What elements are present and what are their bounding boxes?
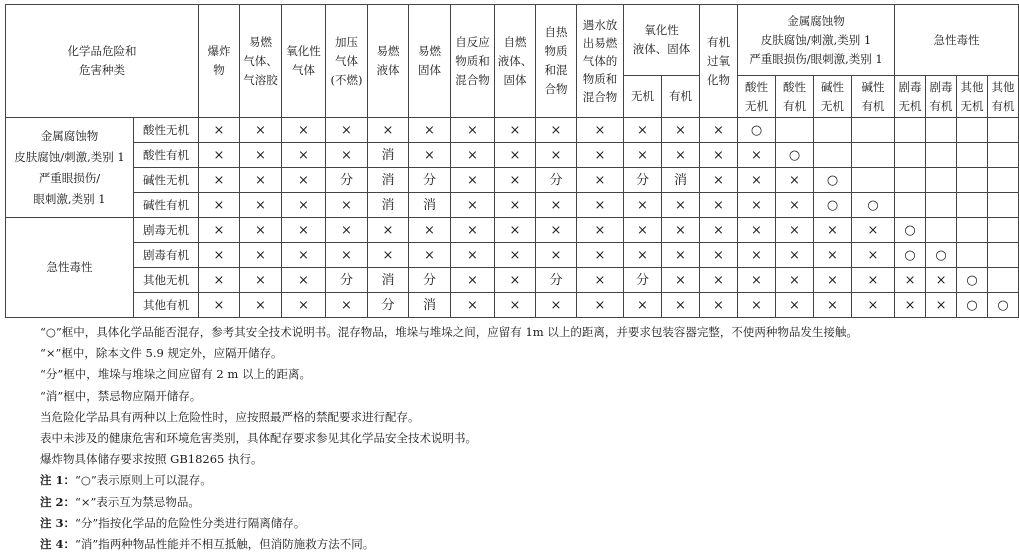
compatibility-cell: 分 bbox=[624, 268, 662, 293]
row-subcategory-label: 其他无机 bbox=[134, 268, 199, 293]
footnote-text: “○”表示原则上可以混存。 bbox=[75, 473, 212, 488]
header-line: 剧毒 bbox=[929, 79, 953, 94]
compatibility-cell: × bbox=[814, 268, 852, 293]
header-line: 无机 bbox=[745, 98, 768, 113]
compatibility-cell: × bbox=[326, 218, 368, 243]
sub-header-highly-toxic-inorganic bbox=[895, 76, 926, 118]
compatibility-cell: × bbox=[326, 118, 368, 143]
header-line: 急性毒性 bbox=[933, 32, 980, 47]
row-group-label bbox=[6, 218, 134, 318]
compatibility-cell: × bbox=[495, 293, 536, 318]
compatibility-cell: × bbox=[240, 168, 282, 193]
compatibility-cell bbox=[895, 168, 926, 193]
notes-section bbox=[40, 322, 1010, 555]
compatibility-cell: × bbox=[495, 268, 536, 293]
header-line: 酸性 bbox=[783, 79, 806, 94]
header-line: 酸性 bbox=[745, 79, 768, 94]
header-line: 碱性 bbox=[861, 79, 885, 94]
compatibility-cell: ○ bbox=[738, 118, 776, 143]
compatibility-cell: × bbox=[451, 118, 495, 143]
compatibility-cell: 分 bbox=[536, 168, 577, 193]
compatibility-cell: × bbox=[577, 193, 624, 218]
header-line: 无机 bbox=[960, 98, 984, 113]
compatibility-cell: × bbox=[451, 218, 495, 243]
row-subcategory-label: 碱性有机 bbox=[134, 193, 199, 218]
corner-header bbox=[6, 5, 199, 118]
compatibility-cell bbox=[957, 118, 988, 143]
compatibility-cell: × bbox=[577, 243, 624, 268]
compatibility-cell: × bbox=[199, 268, 240, 293]
compatibility-cell: × bbox=[662, 143, 700, 168]
compatibility-cell: × bbox=[240, 193, 282, 218]
compatibility-cell: × bbox=[738, 268, 776, 293]
header-line: 加压 bbox=[335, 34, 358, 49]
row-group-label-line: 急性毒性 bbox=[46, 260, 93, 274]
compatibility-cell: 消 bbox=[368, 168, 409, 193]
compatibility-cell: × bbox=[536, 143, 577, 168]
compatibility-cell: × bbox=[282, 293, 326, 318]
header-line: 氧化性 bbox=[644, 23, 679, 37]
header-line: 气体的 bbox=[582, 54, 618, 68]
header-line: 液体、固体 bbox=[632, 42, 691, 56]
compatibility-cell: × bbox=[495, 243, 536, 268]
compatibility-cell bbox=[776, 118, 814, 143]
header-line: 自反应 bbox=[455, 34, 490, 49]
compatibility-cell bbox=[988, 143, 1019, 168]
compatibility-cell bbox=[988, 168, 1019, 193]
note-line: “消”框中，禁忌物应隔开储存。 bbox=[40, 388, 202, 403]
compatibility-cell: × bbox=[662, 293, 700, 318]
note-line: 当危险化学品具有两种以上危险性时，应按照最严格的禁配要求进行配存。 bbox=[40, 409, 420, 424]
footnote-label: 注 2： bbox=[40, 494, 76, 509]
compatibility-cell: ○ bbox=[814, 193, 852, 218]
header-line: 其他 bbox=[991, 79, 1015, 94]
compatibility-cell: × bbox=[199, 193, 240, 218]
compatibility-cell: × bbox=[662, 243, 700, 268]
compatibility-cell: ○ bbox=[957, 293, 988, 318]
compatibility-cell: × bbox=[326, 293, 368, 318]
compatibility-cell: × bbox=[776, 268, 814, 293]
header-line: 液体 bbox=[376, 63, 400, 77]
compatibility-cell: × bbox=[624, 218, 662, 243]
compatibility-cell bbox=[895, 118, 926, 143]
compatibility-cell: × bbox=[624, 193, 662, 218]
row-subcategory-label: 其他有机 bbox=[134, 293, 199, 318]
compatibility-cell: × bbox=[577, 168, 624, 193]
compatibility-cell: × bbox=[495, 218, 536, 243]
header-line: 无机 bbox=[898, 98, 922, 113]
compatibility-cell: × bbox=[738, 218, 776, 243]
sub-header-other-organic bbox=[988, 76, 1019, 118]
compatibility-cell bbox=[895, 193, 926, 218]
compatibility-cell: × bbox=[368, 118, 409, 143]
table-row bbox=[6, 143, 1019, 168]
compatibility-cell: × bbox=[495, 118, 536, 143]
compatibility-cell: ○ bbox=[895, 243, 926, 268]
header-line: 自热 bbox=[544, 25, 568, 39]
header-line: 物质和 bbox=[582, 72, 618, 86]
compatibility-cell: × bbox=[577, 143, 624, 168]
compatibility-cell: × bbox=[451, 168, 495, 193]
compatibility-cell: 分 bbox=[326, 168, 368, 193]
compatibility-cell: × bbox=[240, 293, 282, 318]
compatibility-cell: × bbox=[852, 243, 895, 268]
compatibility-cell: × bbox=[852, 218, 895, 243]
compatibility-cell: × bbox=[409, 218, 451, 243]
note-line: 表中未涉及的健康危害和环境危害类别，具体配存要求参见其化学品安全技术说明书。 bbox=[40, 431, 477, 446]
compatibility-cell: × bbox=[409, 118, 451, 143]
compatibility-cell: × bbox=[577, 118, 624, 143]
compatibility-cell: × bbox=[495, 143, 536, 168]
header-line: 自燃 bbox=[503, 34, 527, 49]
compatibility-cell bbox=[926, 168, 957, 193]
header-line: 严重眼损伤/眼刺激,类别 1 bbox=[749, 51, 883, 66]
compatibility-cell: × bbox=[199, 218, 240, 243]
compatibility-cell: × bbox=[852, 268, 895, 293]
compatibility-cell: × bbox=[368, 218, 409, 243]
header-line: 皮肤腐蚀/刺激,类别 1 bbox=[760, 32, 872, 47]
header-line: 出易燃 bbox=[582, 36, 618, 50]
header-line: 化物 bbox=[707, 72, 730, 87]
compatibility-cell bbox=[926, 218, 957, 243]
header-line: 有机 bbox=[929, 98, 953, 113]
compatibility-cell: × bbox=[282, 268, 326, 293]
compatibility-cell: × bbox=[536, 218, 577, 243]
compatibility-cell: × bbox=[451, 143, 495, 168]
compatibility-cell: × bbox=[282, 243, 326, 268]
table-row bbox=[6, 118, 1019, 143]
compatibility-cell: × bbox=[926, 293, 957, 318]
compatibility-cell: × bbox=[814, 218, 852, 243]
compatibility-cell: × bbox=[700, 168, 738, 193]
corner-header-line: 危害种类 bbox=[79, 63, 125, 77]
compatibility-cell: × bbox=[451, 193, 495, 218]
header-line: 有机 bbox=[707, 34, 730, 49]
row-subcategory-label: 酸性无机 bbox=[134, 118, 199, 143]
note-line: “分”框中，堆垛与堆垛之间应留有 2 m 以上的距离。 bbox=[40, 367, 311, 382]
compatibility-cell: × bbox=[495, 168, 536, 193]
row-subcategory-label: 剧毒有机 bbox=[134, 243, 199, 268]
header-line: 金属腐蚀物 bbox=[787, 13, 845, 28]
compatibility-cell: × bbox=[240, 118, 282, 143]
table-row bbox=[6, 218, 1019, 243]
header-line: 混合物 bbox=[455, 72, 490, 87]
header-line: 易燃 bbox=[376, 44, 400, 58]
compatibility-cell: × bbox=[738, 143, 776, 168]
row-subcategory-label: 碱性无机 bbox=[134, 168, 199, 193]
header-line: 有机 bbox=[861, 98, 885, 113]
compatibility-cell: × bbox=[577, 293, 624, 318]
compatibility-cell: 消 bbox=[409, 293, 451, 318]
compatibility-cell bbox=[988, 193, 1019, 218]
compatibility-cell: × bbox=[700, 218, 738, 243]
compatibility-cell: × bbox=[326, 193, 368, 218]
compatibility-cell: ○ bbox=[926, 243, 957, 268]
note-line: “×”框中，除本文件 5.9 规定外，应隔开储存。 bbox=[40, 346, 283, 361]
header-line: 易燃 bbox=[418, 44, 441, 58]
compatibility-cell: × bbox=[776, 168, 814, 193]
compatibility-cell: × bbox=[738, 168, 776, 193]
compatibility-cell bbox=[814, 118, 852, 143]
compatibility-cell: × bbox=[624, 143, 662, 168]
compatibility-cell: × bbox=[199, 118, 240, 143]
compatibility-cell bbox=[852, 143, 895, 168]
compatibility-cell: 分 bbox=[624, 168, 662, 193]
sub-header-organic: 有机 bbox=[662, 76, 700, 118]
row-group-label-line: 金属腐蚀物 bbox=[40, 128, 99, 143]
compatibility-cell: × bbox=[536, 243, 577, 268]
compatibility-cell: × bbox=[282, 118, 326, 143]
row-subcategory-label: 剧毒无机 bbox=[134, 218, 199, 243]
sub-header-highly-toxic-organic bbox=[926, 76, 957, 118]
compatibility-cell bbox=[988, 218, 1019, 243]
compatibility-cell: × bbox=[926, 268, 957, 293]
header-line: 合物 bbox=[544, 82, 568, 96]
footnote bbox=[40, 534, 1010, 555]
compatibility-cell: × bbox=[624, 293, 662, 318]
col-header-organic-peroxide bbox=[700, 5, 738, 118]
compatibility-cell: × bbox=[776, 243, 814, 268]
table-row bbox=[6, 243, 1019, 268]
compatibility-cell: × bbox=[326, 143, 368, 168]
header-line: 遇水放 bbox=[582, 18, 618, 32]
header-line: 有机 bbox=[991, 98, 1015, 113]
compatibility-cell bbox=[957, 193, 988, 218]
table-body bbox=[6, 118, 1019, 318]
compatibility-cell: ○ bbox=[988, 293, 1019, 318]
compatibility-cell: × bbox=[577, 218, 624, 243]
compatibility-cell: × bbox=[814, 293, 852, 318]
header-line: 气体 bbox=[335, 53, 358, 68]
col-header-self-reactive bbox=[451, 5, 495, 118]
compatibility-cell: × bbox=[326, 243, 368, 268]
header-line: 气体 bbox=[292, 63, 315, 77]
compatibility-cell: × bbox=[451, 243, 495, 268]
compatibility-cell: × bbox=[577, 268, 624, 293]
compatibility-cell bbox=[926, 193, 957, 218]
compatibility-cell: × bbox=[536, 118, 577, 143]
col-header-pyrophoric bbox=[495, 5, 536, 118]
compatibility-cell: × bbox=[738, 193, 776, 218]
note-line: “○”框中，具体化学品能否混存，参考其安全技术说明书。混存物品，堆垛与堆垛之间，应留有 1m 以上的距离，并要求包装容器完整，不使两种物品发生接触。 bbox=[40, 325, 858, 339]
compatibility-cell: × bbox=[895, 293, 926, 318]
compatibility-cell: 消 bbox=[368, 193, 409, 218]
header-line: 物 bbox=[213, 63, 225, 77]
compatibility-cell bbox=[814, 143, 852, 168]
table-row bbox=[6, 193, 1019, 218]
compatibility-cell: × bbox=[282, 193, 326, 218]
compatibility-cell: × bbox=[495, 193, 536, 218]
col-header-explosives bbox=[199, 5, 240, 118]
compatibility-cell: × bbox=[662, 118, 700, 143]
col-header-pressurized-gas bbox=[326, 5, 368, 118]
compatibility-cell: × bbox=[700, 243, 738, 268]
col-header-flammable-gas bbox=[240, 5, 282, 118]
corner-header-line: 化学品危险和 bbox=[67, 44, 137, 58]
col-header-oxidizing-liquid-solid bbox=[624, 5, 700, 76]
compatibility-cell bbox=[895, 143, 926, 168]
compatibility-cell: ○ bbox=[776, 143, 814, 168]
header-line: (不燃) bbox=[330, 72, 363, 87]
col-header-self-heating bbox=[536, 5, 577, 118]
header-line: 气溶胶 bbox=[243, 72, 278, 87]
footnote-label: 注 1： bbox=[40, 473, 76, 488]
col-header-water-reactive bbox=[577, 5, 624, 118]
table-row bbox=[6, 268, 1019, 293]
compatibility-cell bbox=[926, 118, 957, 143]
row-subcategory-label: 酸性有机 bbox=[134, 143, 199, 168]
sub-header-other-inorganic bbox=[957, 76, 988, 118]
footnote bbox=[40, 492, 1010, 513]
compatibility-cell: × bbox=[662, 268, 700, 293]
header-line: 物质 bbox=[544, 44, 568, 58]
compatibility-cell: 消 bbox=[662, 168, 700, 193]
compatibility-cell: × bbox=[700, 118, 738, 143]
header-line: 碱性 bbox=[821, 79, 844, 94]
header-line: 液体、 bbox=[497, 53, 533, 68]
compatibility-cell: 分 bbox=[326, 268, 368, 293]
compatibility-cell: × bbox=[536, 193, 577, 218]
footnote-label: 注 4： bbox=[40, 537, 76, 552]
compatibility-cell: × bbox=[662, 218, 700, 243]
compatibility-cell: 分 bbox=[409, 268, 451, 293]
footnote-text: “分”指按化学品的危险性分类进行隔离储存。 bbox=[75, 515, 306, 530]
compatibility-cell: × bbox=[738, 293, 776, 318]
compatibility-cell: × bbox=[240, 143, 282, 168]
footnote bbox=[40, 513, 1010, 534]
compatibility-cell bbox=[988, 243, 1019, 268]
col-header-flammable-liquid bbox=[368, 5, 409, 118]
header-line: 易燃 bbox=[249, 34, 272, 49]
header-line: 过氧 bbox=[707, 53, 730, 68]
header-line: 剧毒 bbox=[898, 79, 922, 94]
compatibility-cell: × bbox=[282, 218, 326, 243]
compatibility-cell: ○ bbox=[957, 268, 988, 293]
compatibility-cell: 分 bbox=[368, 293, 409, 318]
col-header-acute-toxicity bbox=[895, 5, 1019, 76]
compatibility-cell bbox=[988, 118, 1019, 143]
header-line: 氧化性 bbox=[286, 44, 321, 58]
footnote-text: “消”指两种物品性能并不相互抵触，但消防施救方法不同。 bbox=[75, 537, 375, 552]
compatibility-cell: × bbox=[199, 143, 240, 168]
header-line: 和混 bbox=[544, 63, 568, 77]
compatibility-cell: × bbox=[624, 118, 662, 143]
compatibility-cell: × bbox=[814, 243, 852, 268]
compatibility-cell: × bbox=[776, 193, 814, 218]
header-line: 混合物 bbox=[582, 90, 618, 104]
col-header-oxidizing-gas bbox=[282, 5, 326, 118]
header-line: 有机 bbox=[783, 98, 806, 113]
sub-header-inorganic: 无机 bbox=[624, 76, 662, 118]
row-group-label bbox=[6, 118, 134, 218]
compatibility-cell bbox=[926, 143, 957, 168]
sub-header-base-organic bbox=[852, 76, 895, 118]
note-line: 爆炸物具体储存要求按照 GB18265 执行。 bbox=[40, 452, 263, 467]
compatibility-cell: × bbox=[536, 293, 577, 318]
row-group-label-line: 严重眼损伤/ bbox=[38, 170, 101, 185]
compatibility-cell: × bbox=[624, 243, 662, 268]
compatibility-cell: × bbox=[240, 218, 282, 243]
compatibility-cell: × bbox=[282, 143, 326, 168]
sub-header-base-inorganic bbox=[814, 76, 852, 118]
compatibility-cell: 消 bbox=[368, 268, 409, 293]
compatibility-cell: 分 bbox=[409, 168, 451, 193]
col-header-flammable-solid bbox=[409, 5, 451, 118]
header-line: 气体、 bbox=[243, 53, 278, 68]
compatibility-cell: × bbox=[451, 293, 495, 318]
compatibility-cell: × bbox=[409, 243, 451, 268]
compatibility-cell: × bbox=[199, 168, 240, 193]
header-line: 固体 bbox=[503, 72, 527, 87]
sub-header-acid-inorganic bbox=[738, 76, 776, 118]
compatibility-cell: × bbox=[199, 243, 240, 268]
footnote bbox=[40, 470, 1010, 491]
compatibility-cell: × bbox=[700, 268, 738, 293]
storage-compatibility-table bbox=[5, 4, 1019, 318]
header-line: 物质和 bbox=[455, 53, 490, 68]
compatibility-cell: ○ bbox=[852, 193, 895, 218]
compatibility-cell: × bbox=[240, 268, 282, 293]
compatibility-cell: × bbox=[700, 293, 738, 318]
compatibility-cell: × bbox=[852, 293, 895, 318]
compatibility-cell: × bbox=[451, 268, 495, 293]
compatibility-cell: × bbox=[199, 293, 240, 318]
table-row bbox=[6, 168, 1019, 193]
compatibility-cell: 消 bbox=[368, 143, 409, 168]
compatibility-cell: × bbox=[282, 168, 326, 193]
compatibility-cell bbox=[852, 168, 895, 193]
compatibility-cell bbox=[957, 168, 988, 193]
compatibility-cell bbox=[957, 243, 988, 268]
sub-header-acid-organic bbox=[776, 76, 814, 118]
compatibility-cell: × bbox=[776, 293, 814, 318]
compatibility-cell bbox=[957, 143, 988, 168]
footnote-text: “×”表示互为禁忌物品。 bbox=[75, 494, 200, 509]
compatibility-cell: × bbox=[700, 143, 738, 168]
header-line: 其他 bbox=[960, 79, 984, 94]
header-line: 无机 bbox=[821, 98, 844, 113]
compatibility-cell bbox=[988, 268, 1019, 293]
row-group-label-line: 眼刺激,类别 1 bbox=[33, 191, 106, 206]
compatibility-cell: × bbox=[240, 243, 282, 268]
compatibility-cell: × bbox=[662, 193, 700, 218]
compatibility-cell: × bbox=[738, 243, 776, 268]
compatibility-cell: × bbox=[895, 268, 926, 293]
compatibility-cell: ○ bbox=[814, 168, 852, 193]
header-line: 固体 bbox=[418, 63, 441, 77]
compatibility-cell: × bbox=[409, 143, 451, 168]
compatibility-cell bbox=[957, 218, 988, 243]
row-group-label-line: 皮肤腐蚀/刺激,类别 1 bbox=[14, 149, 125, 164]
header-line: 爆炸 bbox=[207, 44, 231, 58]
col-header-corrosive bbox=[738, 5, 895, 76]
compatibility-cell: 分 bbox=[536, 268, 577, 293]
table-row bbox=[6, 293, 1019, 318]
compatibility-cell: ○ bbox=[895, 218, 926, 243]
compatibility-cell: × bbox=[368, 243, 409, 268]
footnote-label: 注 3： bbox=[40, 515, 76, 530]
compatibility-cell bbox=[852, 118, 895, 143]
compatibility-cell: 消 bbox=[409, 193, 451, 218]
compatibility-cell: × bbox=[776, 218, 814, 243]
compatibility-cell: × bbox=[700, 193, 738, 218]
